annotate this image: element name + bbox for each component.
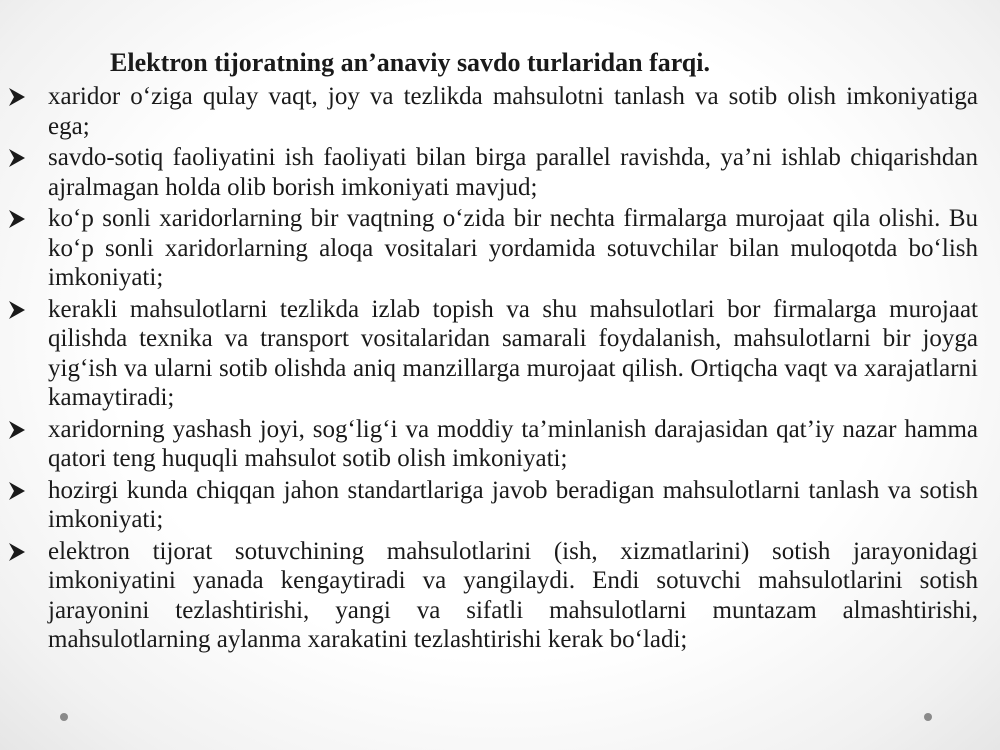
list-item-text: ko‘p sonli xaridorlarning bir vaqtning o‘zida bir nechta firmalarga murojaat qila olishi. Bu ko‘p sonli xaridorlarning aloqa vositalari yordamida sotuvchilar bilan muloqotda bo‘lish imkoniyati; xyxy=(48,205,978,291)
list-item-text: hozirgi kunda chiqqan jahon standartlariga javob beradigan mahsulotlarni tanlash va sotish imkoniyati; xyxy=(48,476,978,533)
decorative-dot xyxy=(924,713,932,721)
list-item xyxy=(0,295,1000,413)
arrow-bullet-icon xyxy=(6,86,28,108)
arrow-bullet-icon xyxy=(6,480,28,502)
list-item xyxy=(0,415,1000,474)
list-item xyxy=(0,82,1000,141)
list-item-text: savdo-sotiq faoliyatini ish faoliyati bilan birga parallel ravishda, ya’ni ishlab chiqarishdan ajralmagan holda olib borish imkoniyati mavjud; xyxy=(48,144,978,201)
arrow-bullet-icon xyxy=(6,541,28,563)
arrow-bullet-icon xyxy=(6,208,28,230)
decorative-dot xyxy=(60,713,68,721)
list-item-text: elektron tijorat sotuvchining mahsulotlarini (ish, xizmatlarini) sotish jarayonidagi imkoniyatini yanada kengaytiradi va yangilaydi. Endi sotuvchi mahsulotlarini sotish jarayonini tezlashtirishi, yangi va sifatli mahsulotlarni muntazam almashtirishi, mahsulotlarning aylanma xarakatini tezlashtirishi kerak bo‘ladi; xyxy=(48,537,978,653)
arrow-bullet-icon xyxy=(6,419,28,441)
arrow-bullet-icon xyxy=(6,147,28,169)
list-item xyxy=(0,476,1000,535)
list-item xyxy=(0,204,1000,293)
list-item-text: xaridorning yashash joyi, sog‘lig‘i va moddiy ta’minlanish darajasidan qat’iy nazar hamma qatori teng huquqli mahsulot sotib olish imkoniyati; xyxy=(48,415,978,472)
list-item-text: kerakli mahsulotlarni tezlikda izlab topish va shu mahsulotlari bor firmalarga murojaat qilishda texnika va transport vositalaridan samarali foydalanish, mahsulotlarni bir joyga yig‘ish va ularni sotib olishda aniq manzillarga murojaat qilish. Ortiqcha vaqt va xarajatlarni kamaytiradi; xyxy=(48,295,978,411)
bullet-list xyxy=(0,82,1000,657)
list-item xyxy=(0,143,1000,202)
arrow-bullet-icon xyxy=(6,299,28,321)
slide-title: Elektron tijoratning an’anaviy savdo turlaridan farqi. xyxy=(110,48,710,77)
list-item xyxy=(0,537,1000,655)
list-item-text: xaridor o‘ziga qulay vaqt, joy va tezlikda mahsulotni tanlash va sotib olish imkoniyatiga ega; xyxy=(48,83,978,140)
